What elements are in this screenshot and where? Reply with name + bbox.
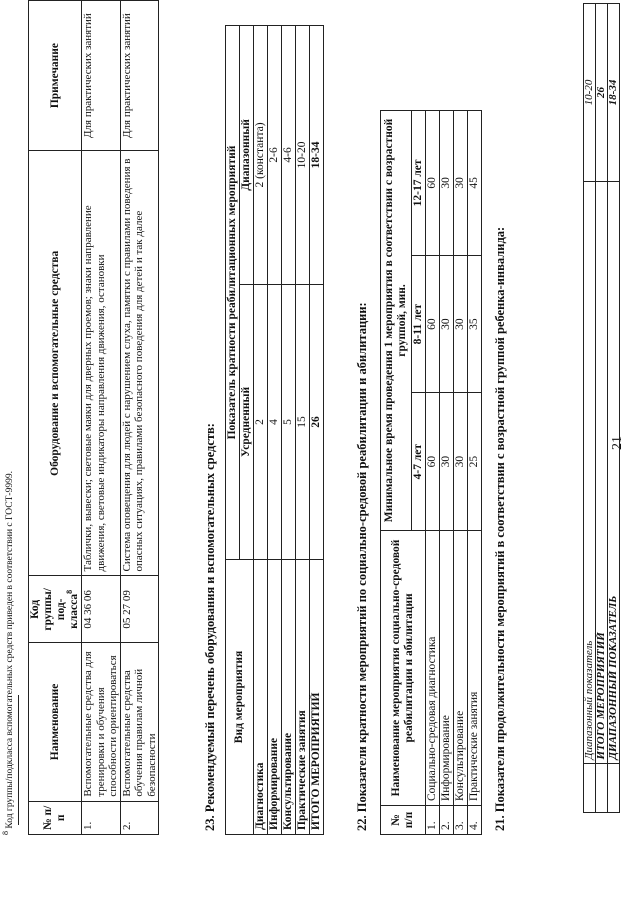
- row-value: 60: [426, 255, 440, 393]
- row-name: Практические занятия: [296, 559, 310, 834]
- table-row: [120, 1, 159, 835]
- table-header-row: [381, 111, 412, 835]
- table-row: [608, 4, 620, 813]
- row-value: 30: [454, 111, 468, 256]
- table-row: [296, 26, 310, 835]
- header-range: Диапазонный: [240, 26, 254, 285]
- age-group-header: 4-7 лет: [412, 393, 426, 531]
- row-value: 18-34: [608, 4, 620, 182]
- row-equipment: Система оповещения для людей с нарушением слуха, памятки с правилами поведения в опасных ситуациях, правилами безопасного поведения для детей и так далее: [120, 151, 159, 576]
- table-row: [82, 1, 121, 835]
- header-name: Наименование: [29, 643, 82, 801]
- header-avg: Усредненный: [240, 284, 254, 559]
- header-code: [29, 576, 82, 643]
- row-value: 45: [468, 111, 482, 256]
- row-value: 60: [426, 393, 440, 531]
- page-number: 21: [610, 436, 625, 450]
- row-name: Вспомогательные средства для тренировки и обучения способности ориентироваться: [82, 643, 121, 801]
- row-name: Консультирование: [282, 559, 296, 834]
- header-type: Вид мероприятия: [226, 559, 254, 834]
- row-note: Для практических занятий: [120, 1, 159, 151]
- table-row: [584, 4, 596, 813]
- header-equipment: Оборудование и вспомогательные средства: [29, 151, 82, 576]
- table-header-row: [226, 26, 240, 835]
- table-row-total: [310, 26, 324, 835]
- empty-cell: [596, 764, 608, 813]
- table-row: [454, 111, 468, 835]
- row-avg: 2: [254, 284, 268, 559]
- row-name: Консультирование: [454, 530, 468, 805]
- table-row: [468, 111, 482, 835]
- footnote: [0, 471, 15, 835]
- row-value: 30: [454, 393, 468, 531]
- table-row: [282, 26, 296, 835]
- row-value: 10-20: [584, 4, 596, 182]
- header-code-text: Код группы/под-класса: [29, 588, 80, 631]
- continuation-table: [583, 3, 620, 813]
- footnote-text: Код группы/подкласса вспомогательных средств приведен в соответствии с ГОСТ-9999.: [5, 471, 15, 829]
- empty-cell: [608, 764, 620, 813]
- row-code: 05 27 09: [120, 576, 159, 643]
- header-name: Наименование мероприятия социально-средовой реабилитации и абилитации: [381, 530, 426, 805]
- row-num: 2.: [120, 801, 159, 834]
- table-row: [596, 4, 608, 813]
- header-note: Примечание: [29, 1, 82, 151]
- row-equipment: Таблички, вывески; световые маяки для дверных проемов; знаки направление движения, световые индикаторы направления движения, остановки: [82, 151, 121, 576]
- header-group: Показатель кратности реабилитационных мероприятий: [226, 26, 240, 560]
- table-header-row: [29, 1, 82, 835]
- equipment-table: [28, 0, 159, 835]
- row-name: Информирование: [268, 559, 282, 834]
- row-range: 10-20: [296, 26, 310, 285]
- row-range: 2 (константа): [254, 26, 268, 285]
- row-range: 2-6: [268, 26, 282, 285]
- row-label: ДИАПАЗОННЫЙ ПОКАЗАТЕЛЬ: [608, 181, 620, 763]
- row-value: 60: [426, 111, 440, 256]
- footnote-marker: 8: [65, 589, 75, 594]
- header-num: № п/п: [381, 806, 426, 835]
- header-num: № п/п: [29, 801, 82, 834]
- row-code: 04 36 06: [82, 576, 121, 643]
- table-row: [268, 26, 282, 835]
- row-name: Социально-средовая диагностика: [426, 530, 440, 805]
- row-range: 18-34: [310, 26, 324, 285]
- row-label: Диапазонный показатель: [584, 181, 596, 763]
- footnote-marker: 8: [0, 831, 10, 835]
- table-row: [426, 111, 440, 835]
- row-range: 4-6: [282, 26, 296, 285]
- footnote-divider: [18, 695, 19, 825]
- row-value: 30: [454, 255, 468, 393]
- row-name: Диагностика: [254, 559, 268, 834]
- table-row: [440, 111, 454, 835]
- row-note: Для практических занятий: [82, 1, 121, 151]
- row-value: 25: [468, 393, 482, 531]
- row-avg: 15: [296, 284, 310, 559]
- age-group-header: 8-11 лет: [412, 255, 426, 393]
- row-avg: 5: [282, 284, 296, 559]
- section-21-title: 21. Показатели продолжительности мероприятий в соответствии с возрастной группой ребенка-инвалида:: [493, 226, 507, 831]
- row-value: 30: [440, 111, 454, 256]
- row-avg: 4: [268, 284, 282, 559]
- row-num: 2.: [440, 806, 454, 835]
- row-num: 1.: [426, 806, 440, 835]
- header-time: Минимальное время проведения 1 мероприятия в соответствии с возрастной группой, мин.: [381, 111, 412, 531]
- age-group-header: 12-17 лет: [412, 111, 426, 256]
- row-name: Практические занятия: [468, 530, 482, 805]
- row-num: 1.: [82, 801, 121, 834]
- row-name: ИТОГО МЕРОПРИЯТИЙ: [310, 559, 324, 834]
- row-value: 30: [440, 255, 454, 393]
- section-22-title: 22. Показатели кратности мероприятий по социально-средовой реабилитации и абилитации:: [355, 302, 369, 831]
- frequency-table: [225, 25, 324, 835]
- row-avg: 26: [310, 284, 324, 559]
- row-name: Вспомогательные средства обучения правилам личной безопасности: [120, 643, 159, 801]
- row-value: 30: [440, 393, 454, 531]
- row-name: Информирование: [440, 530, 454, 805]
- empty-cell: [584, 764, 596, 813]
- table-row: [254, 26, 268, 835]
- row-value: 26: [596, 4, 608, 182]
- row-num: 4.: [468, 806, 482, 835]
- row-value: 35: [468, 255, 482, 393]
- section-23-title: 23. Рекомендуемый перечень оборудования и вспомогательных средств:: [203, 423, 217, 831]
- row-num: 3.: [454, 806, 468, 835]
- duration-table: [380, 110, 482, 835]
- row-label: ИТОГО МЕРОПРИЯТИЙ: [596, 181, 608, 763]
